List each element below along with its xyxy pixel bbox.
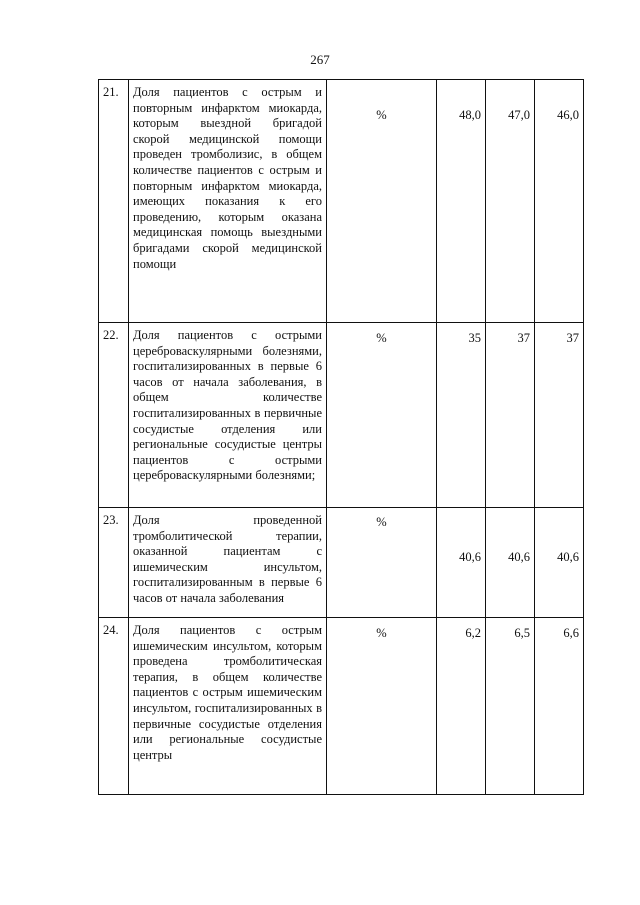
indicator-description: Доля пациентов с острыми цереброваскулярными болезнями, госпитализированных в первые 6 часов от начала заболевания, в общем количестве госпитализированных в первичные сосудистые отделения или региональные сосудистые центры пациентов с острыми цереброваскулярными болезнями; xyxy=(129,323,327,508)
value-year-2: 6,5 xyxy=(486,618,535,795)
table-row xyxy=(99,508,584,618)
row-number: 21. xyxy=(99,80,129,323)
table-row xyxy=(99,618,584,795)
value-year-1: 6,2 xyxy=(437,618,486,795)
value-year-2: 37 xyxy=(486,323,535,508)
value-year-1: 35 xyxy=(437,323,486,508)
indicators-table xyxy=(98,79,584,795)
indicator-description: Доля проведенной тромболитической терапии, оказанной пациентам с ишемическим инсультом, госпитализированным в первые 6 часов от начала заболевания xyxy=(129,508,327,618)
value-year-3: 6,6 xyxy=(535,618,584,795)
table-row xyxy=(99,80,584,323)
value-year-1: 40,6 xyxy=(437,508,486,618)
value-year-3: 40,6 xyxy=(535,508,584,618)
unit-cell: % xyxy=(327,323,437,508)
page-number: 267 xyxy=(310,52,330,67)
row-number: 22. xyxy=(99,323,129,508)
unit-cell: % xyxy=(327,618,437,795)
table-row xyxy=(99,323,584,508)
row-number: 23. xyxy=(99,508,129,618)
unit-cell: % xyxy=(327,508,437,618)
value-year-2: 47,0 xyxy=(486,80,535,323)
value-year-2: 40,6 xyxy=(486,508,535,618)
value-year-3: 37 xyxy=(535,323,584,508)
indicator-description: Доля пациентов с острым и повторным инфарктом миокарда, которым выездной бригадой скорой медицинской помощи проведен тромболизис, в общем количестве пациентов с острым и повторным инфарктом миокарда, имеющих показания к его проведению, которым оказана медицинская помощь выездными бригадами скорой медицинской помощи xyxy=(129,80,327,323)
indicator-description: Доля пациентов с острым ишемическим инсультом, которым проведена тромболитическая терапия, в общем количестве пациентов с острым ишемическим инсультом, госпитализированных в первичные сосудистые отделения или региональные сосудистые центры xyxy=(129,618,327,795)
value-year-3: 46,0 xyxy=(535,80,584,323)
unit-cell: % xyxy=(327,80,437,323)
value-year-1: 48,0 xyxy=(437,80,486,323)
row-number: 24. xyxy=(99,618,129,795)
